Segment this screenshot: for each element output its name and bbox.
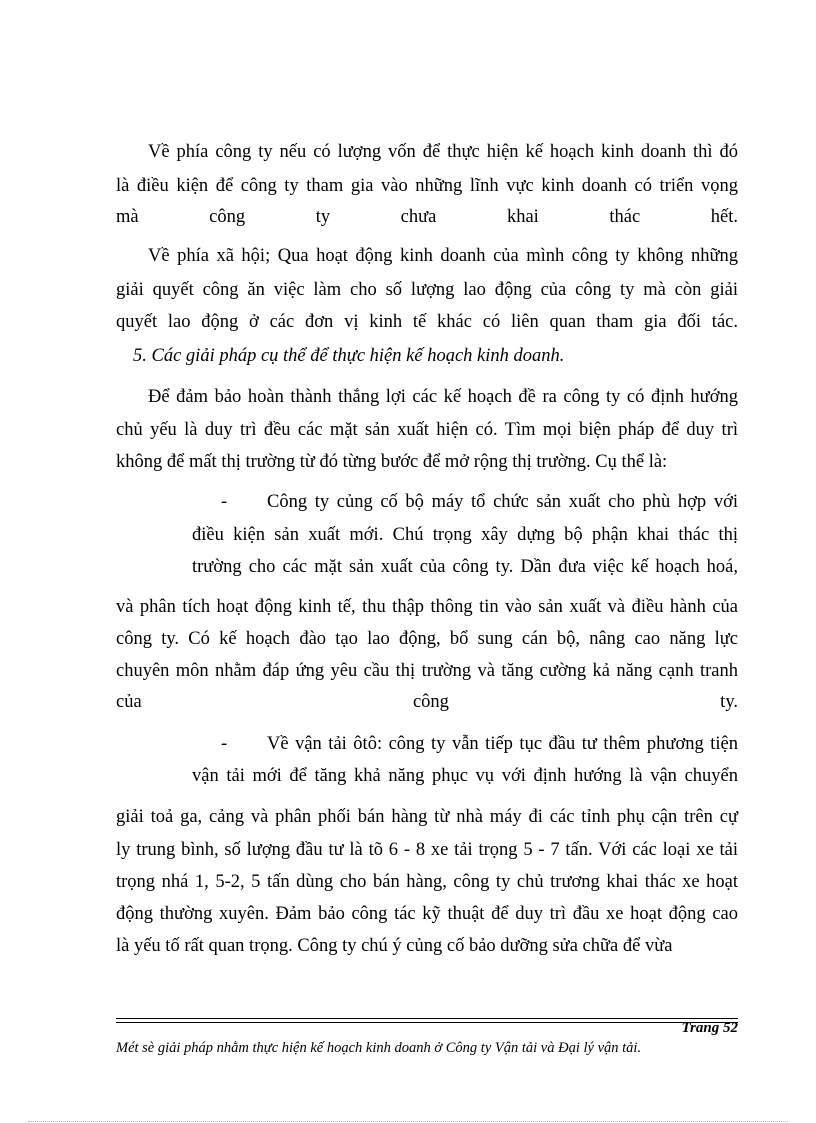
footer-title: Mét sè giải pháp nhằm thực hiện kế hoạch kinh doanh ở Công ty Vận tải và Đại lý vận tải. (116, 1040, 642, 1056)
paragraph-2-line-2: giải quyết công ăn việc làm cho số lượng lao động của công ty mà còn giải (116, 280, 738, 300)
footer-rule-bottom (116, 1022, 738, 1023)
footer-rule-top (116, 1018, 738, 1019)
bullet-1-line-2: điều kiện sản xuất mới. Chú trọng xây dựng bộ phận khai thác thị (192, 525, 738, 545)
paragraph-3-line-1: Để đảm bảo hoàn thành thắng lợi các kế hoạch đề ra công ty có định hướng (148, 387, 738, 407)
paragraph-2-line-1: Về phía xã hội; Qua hoạt động kinh doanh của mình công ty không những (148, 246, 738, 266)
paragraph-1-line-3: mà công ty chưa khai thác hết. (116, 207, 738, 227)
paragraph-1-line-2: là điều kiện để công ty tham gia vào những lĩnh vực kinh doanh có triển vọng (116, 176, 738, 196)
bullet-2-cont-line-1: giải toả ga, cảng và phân phối bán hàng từ nhà máy đi các tỉnh phụ cận trên cự (116, 807, 738, 827)
bullet-1-line-3: trường cho các mặt sản xuất của công ty. Dần đưa việc kế hoạch hoá, (192, 557, 738, 577)
bullet-1-cont-line-1: và phân tích hoạt động kinh tế, thu thập thông tin vào sản xuất và điều hành của (116, 597, 738, 617)
bullet-2-cont-line-4: động thường xuyên. Đảm bảo công tác kỹ thuật để duy trì đầu xe hoạt động cao (116, 904, 738, 924)
bullet-2-cont-line-3: trọng nhá 1, 5-2, 5 tấn dùng cho bán hàng, công ty chủ trương khai thác xe hoạt (116, 872, 738, 892)
section-heading: 5. Các giải pháp cụ thể để thực hiện kế hoạch kinh doanh. (133, 346, 565, 366)
paragraph-3-line-2: chủ yếu là duy trì đều các mặt sản xuất hiện có. Tìm mọi biện pháp để duy trì (116, 420, 738, 440)
bullet-2-cont-line-2: ly trung bình, số lượng đầu tư là tõ 6 - 8 xe tải trọng 5 - 7 tấn. Với các loại xe tải (116, 840, 738, 860)
paragraph-3-line-3: không để mất thị trường từ đó từng bước để mở rộng thị trường. Cụ thể là: (116, 452, 668, 472)
paragraph-2-line-3: quyết lao động ở các đơn vị kinh tế khác có liên quan tham gia đối tác. (116, 312, 738, 332)
page-bottom-dotted-line (28, 1121, 788, 1122)
bullet-2-cont-line-5: là yếu tố rất quan trọng. Công ty chú ý củng cố bảo dưỡng sửa chữa để vừa (116, 936, 673, 956)
page-number: Trang 52 (681, 1020, 738, 1036)
bullet-2-line-1: Về vận tải ôtô: công ty vẫn tiếp tục đầu tư thêm phương tiện (267, 734, 738, 754)
paragraph-1-line-1: Về phía công ty nếu có lượng vốn để thực hiện kế hoạch kinh doanh thì đó (148, 142, 738, 162)
bullet-1-line-1: Công ty củng cố bộ máy tổ chức sản xuất cho phù hợp với (267, 492, 738, 512)
bullet-2-line-2: vận tải mới để tăng khả năng phục vụ với định hướng là vận chuyển (192, 766, 738, 786)
bullet-dash-1: - (221, 492, 228, 512)
bullet-1-cont-line-3: chuyên môn nhằm đáp ứng yêu cầu thị trường và tăng cường kả năng cạnh tranh (116, 661, 738, 681)
bullet-1-cont-line-4: của công ty. (116, 692, 738, 712)
bullet-dash-2: - (221, 734, 228, 754)
bullet-1-cont-line-2: công ty. Có kế hoạch đào tạo lao động, bổ sung cán bộ, nâng cao năng lực (116, 629, 738, 649)
